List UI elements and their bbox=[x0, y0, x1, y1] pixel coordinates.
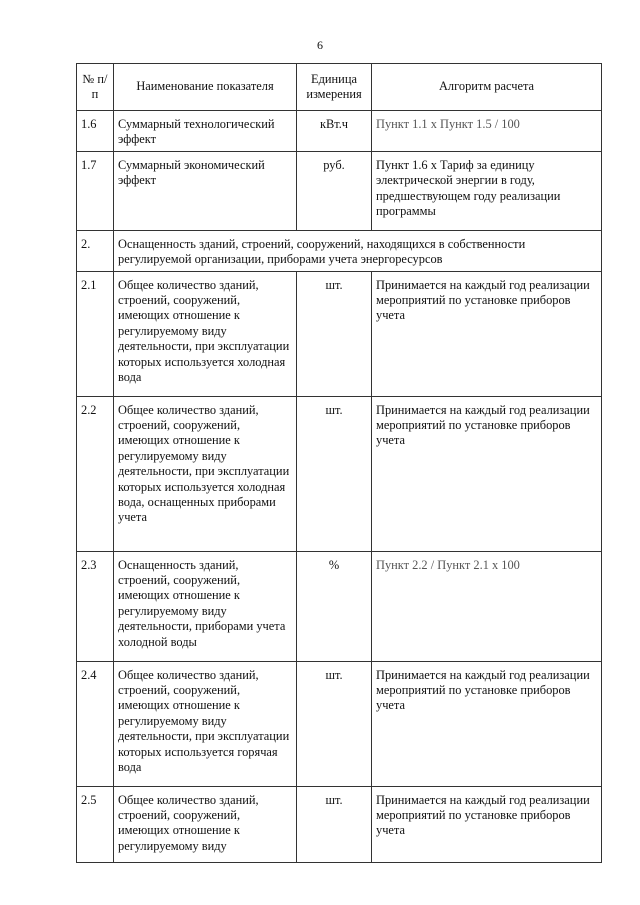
table-header-row bbox=[77, 64, 602, 111]
row-num: 1.7 bbox=[77, 151, 114, 230]
row-num: 2.2 bbox=[77, 396, 114, 551]
row-unit: кВт.ч bbox=[297, 111, 372, 152]
table-row bbox=[77, 151, 602, 230]
row-name: Общее количество зданий, строений, сооружений, имеющих отношение к регулируемому виду деятельности, при эксплуатации которых используется холодная вода bbox=[114, 271, 297, 396]
row-num: 2.3 bbox=[77, 551, 114, 661]
row-unit: шт. bbox=[297, 661, 372, 786]
row-unit: шт. bbox=[297, 786, 372, 862]
page-number: 6 bbox=[317, 38, 323, 52]
row-algorithm: Принимается на каждый год реализации мероприятий по установке приборов учета bbox=[372, 271, 602, 396]
table-row bbox=[77, 786, 602, 862]
section-title: Оснащенность зданий, строений, сооружений, находящихся в собственности регулируемой организации, приборами учета энергоресурсов bbox=[114, 230, 602, 271]
row-algorithm: Принимается на каждый год реализации мероприятий по установке приборов учета bbox=[372, 661, 602, 786]
table-row bbox=[77, 111, 602, 152]
row-algorithm: Пункт 1.1 x Пункт 1.5 / 100 bbox=[372, 111, 602, 152]
header-name: Наименование показателя bbox=[114, 64, 297, 111]
row-unit: шт. bbox=[297, 271, 372, 396]
row-algorithm: Пункт 2.2 / Пункт 2.1 x 100 bbox=[372, 551, 602, 661]
row-algorithm: Принимается на каждый год реализации мероприятий по установке приборов учета bbox=[372, 396, 602, 551]
row-num: 2.4 bbox=[77, 661, 114, 786]
row-num: 2.5 bbox=[77, 786, 114, 862]
row-unit: % bbox=[297, 551, 372, 661]
header-algorithm: Алгоритм расчета bbox=[372, 64, 602, 111]
table-row bbox=[77, 551, 602, 661]
section-row bbox=[77, 230, 602, 271]
indicators-table bbox=[76, 63, 602, 863]
row-name: Общее количество зданий, строений, сооружений, имеющих отношение к регулируемому виду деятельности, при эксплуатации которых используется горячая вода bbox=[114, 661, 297, 786]
row-unit: руб. bbox=[297, 151, 372, 230]
table-row bbox=[77, 271, 602, 396]
table-row bbox=[77, 396, 602, 551]
row-name: Общее количество зданий, строений, сооружений, имеющих отношение к регулируемому виду bbox=[114, 786, 297, 862]
row-num: 1.6 bbox=[77, 111, 114, 152]
table-row bbox=[77, 661, 602, 786]
header-num: № п/п bbox=[77, 64, 114, 111]
row-unit: шт. bbox=[297, 396, 372, 551]
row-num: 2.1 bbox=[77, 271, 114, 396]
header-unit: Единица измерения bbox=[297, 64, 372, 111]
row-name: Суммарный экономический эффект bbox=[114, 151, 297, 230]
row-name: Оснащенность зданий, строений, сооружений, имеющих отношение к регулируемому виду деятельности, приборами учета холодной воды bbox=[114, 551, 297, 661]
row-algorithm: Пункт 1.6 x Тариф за единицу электрической энергии в году, предшествующем году реализации программы bbox=[372, 151, 602, 230]
row-name: Суммарный технологический эффект bbox=[114, 111, 297, 152]
row-algorithm: Принимается на каждый год реализации мероприятий по установке приборов учета bbox=[372, 786, 602, 862]
row-num: 2. bbox=[77, 230, 114, 271]
row-name: Общее количество зданий, строений, сооружений, имеющих отношение к регулируемому виду деятельности, при эксплуатации которых используется холодная вода, оснащенных приборами учета bbox=[114, 396, 297, 551]
